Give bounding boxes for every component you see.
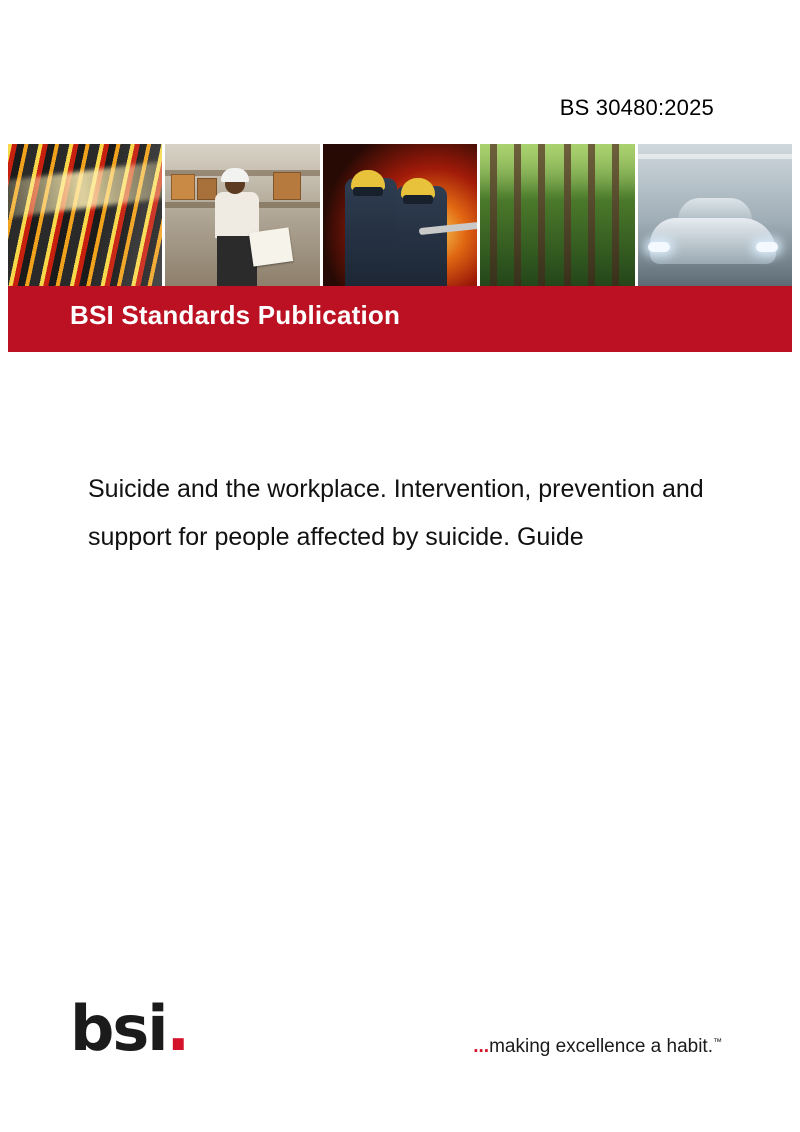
light-trails-photo <box>8 144 165 286</box>
worker-body <box>215 192 259 238</box>
bsi-logo-text: bsi <box>70 992 167 1065</box>
cover-banner <box>8 144 792 352</box>
tree-trunk <box>564 144 571 286</box>
firefighter-visor <box>353 187 383 196</box>
tagline-text: making excellence a habit. <box>489 1036 713 1057</box>
tree-trunk <box>588 144 595 286</box>
page-title: Suicide and the workplace. Intervention, prevention and support for people affected by suicide. Guide <box>88 475 704 551</box>
firefighters-photo <box>323 144 480 286</box>
stock-box <box>171 174 195 200</box>
banner-red-bar <box>8 286 792 352</box>
banner-image-strip <box>8 144 792 286</box>
assembly-rail <box>638 154 792 159</box>
forest-photo <box>480 144 637 286</box>
tree-trunk <box>538 144 545 286</box>
bsi-logo-dot: . <box>166 992 189 1065</box>
stock-box <box>273 172 301 200</box>
tree-trunk <box>514 144 521 286</box>
car-headlight <box>648 242 670 252</box>
car-manufacturing-photo <box>638 144 792 286</box>
standard-number: BS 30480:2025 <box>559 95 714 120</box>
car-body <box>650 218 776 264</box>
tree-trunk <box>612 144 619 286</box>
tree-trunk <box>490 144 497 286</box>
stock-box <box>197 178 217 200</box>
bsi-logo <box>70 992 200 1065</box>
trademark-symbol: ™ <box>713 1036 722 1047</box>
firefighter-visor <box>403 195 433 204</box>
warehouse-worker-photo <box>165 144 322 286</box>
tagline <box>473 1036 722 1058</box>
banner-label: BSI Standards Publication <box>70 300 401 330</box>
paper-sheet <box>249 227 293 266</box>
tagline-lead: ... <box>473 1036 490 1057</box>
car-headlight <box>756 242 778 252</box>
